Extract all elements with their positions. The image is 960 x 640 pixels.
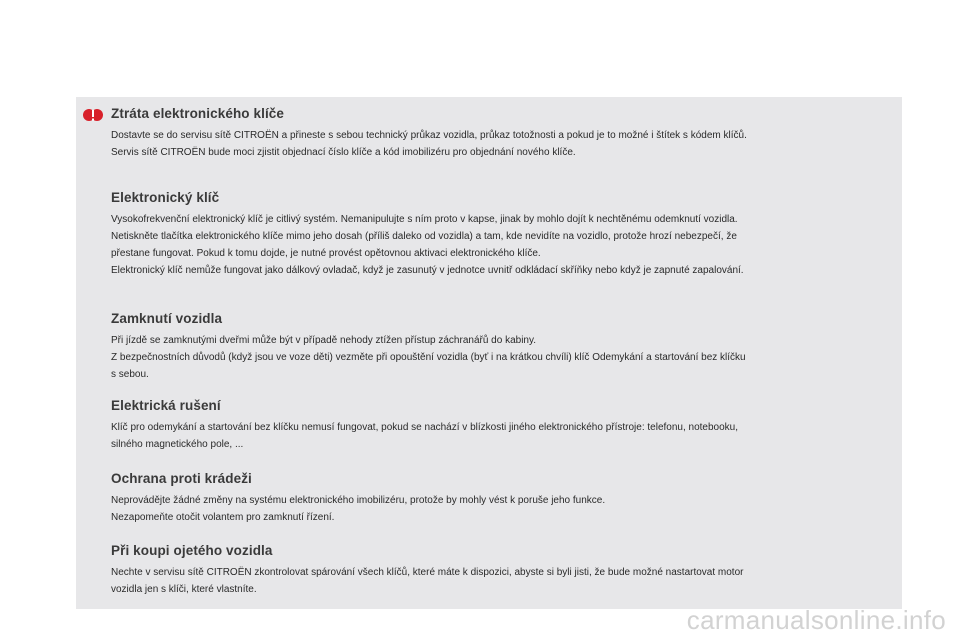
section-anti-theft (111, 471, 891, 526)
paragraph-line: vozidla jen s klíči, které vlastníte. (111, 584, 257, 595)
paragraph-line: Klíč pro odemykání a startování bez klíčku nemusí fungovat, pokud se nachází v blízkosti jiného elektronického přístroje: telefonu, notebooku, (111, 422, 739, 433)
section-lost-key (111, 106, 891, 161)
section-locking (111, 311, 891, 383)
paragraph-line: Nechte v servisu sítě CITROËN zkontrolovat spárování všech klíčů, které máte k dispozici, abyste si byli jisti, že bude možné nastartovat motor (111, 567, 744, 578)
section-heading: Elektronický klíč (111, 190, 220, 205)
paragraph-line: Servis sítě CITROËN bude moci zjistit objednací číslo klíče a kód imobilizéru pro objednání nového klíče. (111, 147, 576, 158)
section-heading: Zamknutí vozidla (111, 311, 223, 326)
paragraph-line: Nezapomeňte otočit volantem pro zamknutí řízení. (111, 512, 335, 523)
warning-exclamation-icon (83, 106, 103, 124)
paragraph-line: Z bezpečnostních důvodů (když jsou ve voze děti) vezměte při opouštění vozidla (byť i na krátkou chvíli) klíč Odemykání a startování bez klíčku (111, 352, 746, 363)
section-heading: Elektrická rušení (111, 398, 221, 413)
paragraph-line: Při jízdě se zamknutými dveřmi může být v případě nehody ztížen přístup záchranářů do kabiny. (111, 335, 537, 346)
watermark: carmanualsonline.info (686, 605, 946, 635)
paragraph-line: Neprovádějte žádné změny na systému elektronického imobilizéru, protože by mohly vést k poruše jeho funkce. (111, 495, 606, 506)
section-used-vehicle (111, 543, 891, 598)
section-heading: Při koupi ojetého vozidla (111, 543, 273, 558)
section-heading: Ochrana proti krádeži (111, 471, 252, 486)
paragraph-line: Elektronický klíč nemůže fungovat jako dálkový ovladač, když je zasunutý v jednotce uvnitř odkládací skříňky nebo když je zapnuté zapalování. (111, 265, 744, 276)
section-interference (111, 398, 891, 453)
paragraph-line: silného magnetického pole, ... (111, 439, 244, 450)
paragraph-line: Vysokofrekvenční elektronický klíč je citlivý systém. Nemanipulujte s ním proto v kapse, jinak by mohlo dojít k nechtěnému odemknutí vozidla. (111, 214, 738, 225)
section-electronic-key (111, 190, 891, 279)
paragraph-line: Netiskněte tlačítka elektronického klíče mimo jeho dosah (příliš daleko od vozidla) a tam, kde nevidíte na vozidlo, protože hrozí nebezpečí, že (111, 231, 737, 242)
paragraph-line: s sebou. (111, 369, 149, 380)
section-heading: Ztráta elektronického klíče (111, 106, 285, 121)
paragraph-line: přestane fungovat. Pokud k tomu dojde, je nutné provést opětovnou aktivaci elektronického klíče. (111, 248, 541, 259)
paragraph-line: Dostavte se do servisu sítě CITROËN a přineste s sebou technický průkaz vozidla, průkaz totožnosti a pokud je to možné i štítek s kódem klíčů. (111, 130, 747, 141)
